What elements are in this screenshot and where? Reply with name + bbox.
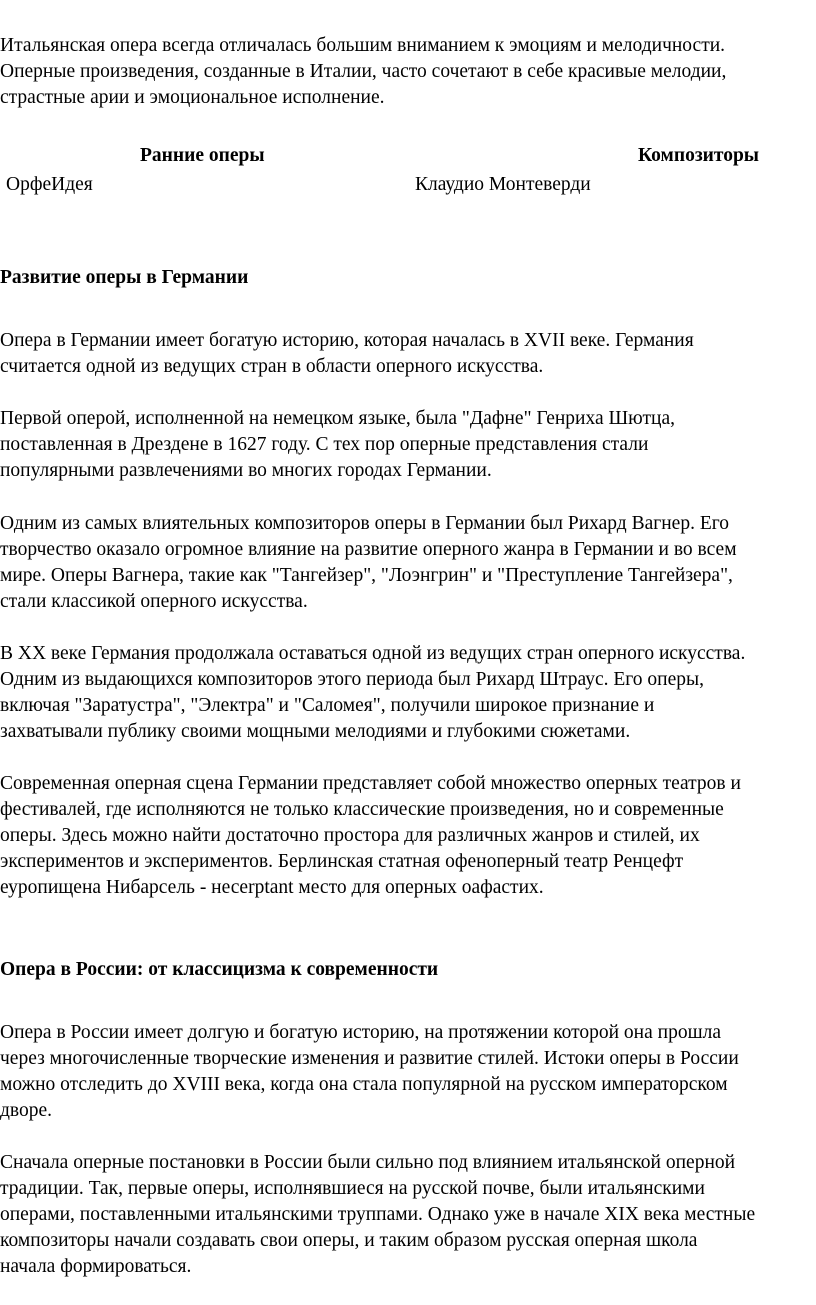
text-line: страстные арии и эмоциональное исполнение. bbox=[0, 87, 385, 108]
germany-paragraph-5 bbox=[0, 771, 812, 901]
text-line: захватывали публику своими мощными мелодиями и глубокими сюжетами. bbox=[0, 721, 631, 742]
text-line: поставленная в Дрездене в 1627 году. С тех пор оперные представления стали bbox=[0, 434, 649, 455]
text-line: Первой оперой, исполненной на немецком языке, была "Дафне" Генриха Шютца, bbox=[0, 408, 675, 429]
text-line: экспериментов и экспериментов. Берлинская статная офеноперный театр Ренцефт bbox=[0, 851, 684, 872]
text-line: традиции. Так, первые оперы, исполнявшиеся на русской почве, были итальянскими bbox=[0, 1178, 705, 1199]
section-heading-germany: Развитие оперы в Германии bbox=[0, 267, 249, 288]
text-line: считается одной из ведущих стран в области оперного искусства. bbox=[0, 356, 544, 377]
table-header-early-operas: Ранние оперы bbox=[140, 145, 265, 166]
russia-paragraph-1 bbox=[0, 1020, 812, 1124]
table-cell-opera: ОрфеИдея bbox=[6, 174, 93, 195]
text-line: еуропищена Нибарсель - несerptant место для оперных оафастих. bbox=[0, 877, 544, 898]
text-line: Опера в России имеет долгую и богатую историю, на протяжении которой она прошла bbox=[0, 1022, 721, 1043]
text-line: операми, поставленными итальянскими труппами. Однако уже в начале XIX века местные bbox=[0, 1204, 756, 1225]
text-line: Оперные произведения, созданные в Италии, часто сочетают в себе красивые мелодии, bbox=[0, 61, 727, 82]
text-line: можно отследить до XVIII века, когда она стала популярной на русском императорском bbox=[0, 1074, 728, 1095]
text-line: популярными развлечениями во многих городах Германии. bbox=[0, 460, 492, 481]
text-line: стали классикой оперного искусства. bbox=[0, 591, 308, 612]
operas-table bbox=[0, 140, 816, 200]
text-line: Одним из выдающихся композиторов этого периода был Рихард Штраус. Его оперы, bbox=[0, 669, 704, 690]
text-line: Одним из самых влиятельных композиторов оперы в Германии был Рихард Вагнер. Его bbox=[0, 513, 729, 534]
text-line: В XX веке Германия продолжала оставаться одной из ведущих стран оперного искусства. bbox=[0, 643, 746, 664]
section-heading-russia: Опера в России: от классицизма к современности bbox=[0, 959, 439, 980]
text-line: оперы. Здесь можно найти достаточно простора для различных жанров и стилей, их bbox=[0, 825, 700, 846]
table-cell-composer: Клаудио Монтеверди bbox=[415, 174, 591, 195]
germany-paragraph-3 bbox=[0, 511, 812, 615]
text-line: начала формироваться. bbox=[0, 1256, 192, 1277]
text-line: композиторы начали создавать свои оперы, и таким образом русская оперная школа bbox=[0, 1230, 698, 1251]
intro-paragraph bbox=[0, 33, 812, 111]
text-line: включая "Заратустра", "Электра" и "Саломея", получили широкое признание и bbox=[0, 695, 655, 716]
text-line: Сначала оперные постановки в России были сильно под влиянием итальянской оперной bbox=[0, 1152, 736, 1173]
text-line: Итальянская опера всегда отличалась большим вниманием к эмоциям и мелодичности. bbox=[0, 35, 726, 56]
germany-paragraph-1 bbox=[0, 328, 812, 380]
table-header-composers: Композиторы bbox=[638, 145, 760, 166]
text-line: дворе. bbox=[0, 1100, 53, 1121]
text-line: мире. Оперы Вагнера, такие как "Тангейзер", "Лоэнгрин" и "Преступление Тангейзера", bbox=[0, 565, 733, 586]
text-line: творчество оказало огромное влияние на развитие оперного жанра в Германии и во всем bbox=[0, 539, 737, 560]
text-line: Современная оперная сцена Германии представляет собой множество оперных театров и bbox=[0, 773, 741, 794]
text-line: Опера в Германии имеет богатую историю, которая началась в XVII веке. Германия bbox=[0, 330, 694, 351]
germany-paragraph-4 bbox=[0, 641, 812, 745]
germany-paragraph-2 bbox=[0, 406, 812, 484]
text-line: через многочисленные творческие изменения и развитие стилей. Истоки оперы в России bbox=[0, 1048, 739, 1069]
russia-paragraph-2 bbox=[0, 1150, 812, 1280]
text-line: фестивалей, где исполняются не только классические произведения, но и современные bbox=[0, 799, 724, 820]
